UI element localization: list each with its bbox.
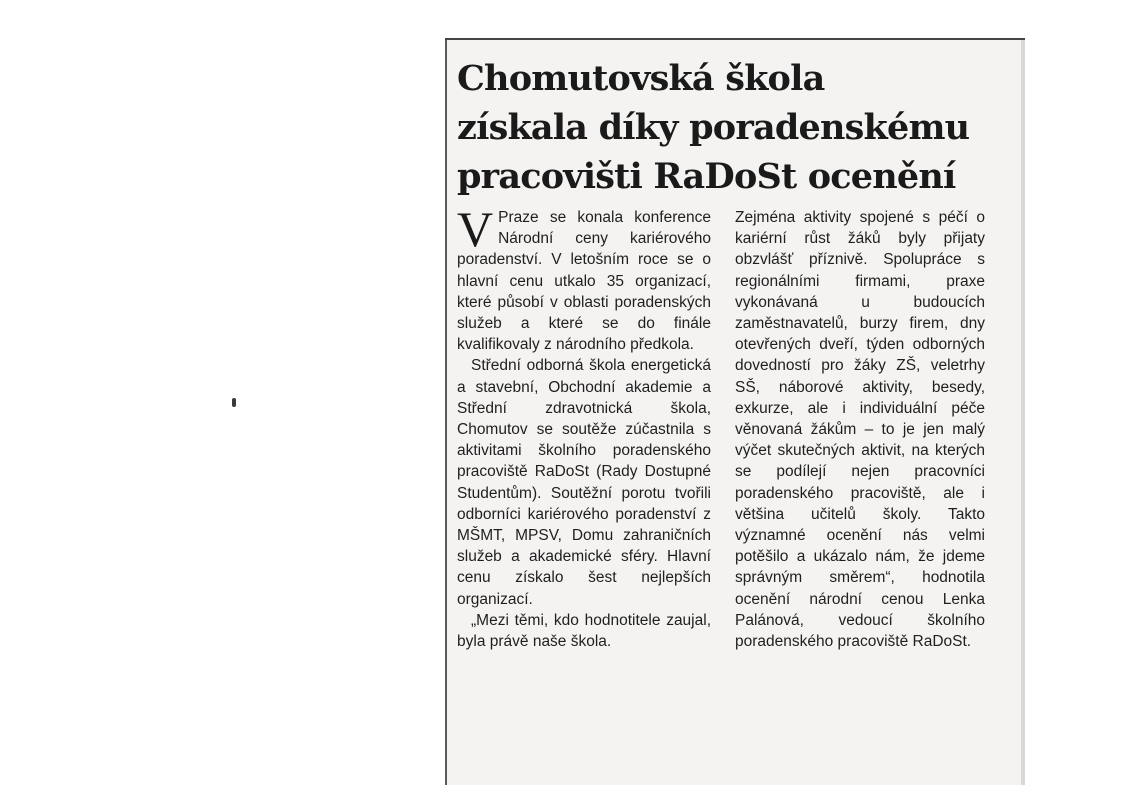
clipping-left-edge: [445, 40, 447, 785]
headline-line: získala díky poradenskému: [457, 107, 970, 148]
paragraph-text: Praze se konala konference Národní ceny kariérového poradenství. V letošním roce se o hlavní cenu utkalo 35 organizací, které působí v oblasti poradenských služeb a které se do finále kvalifikovaly z národního předkola.: [457, 209, 711, 354]
article-column-right: [735, 207, 985, 652]
newspaper-clipping: [445, 38, 1025, 785]
clipping-right-edge: [1021, 40, 1025, 785]
article-paragraph: Zejména aktivity spojené s péčí o kariérní růst žáků byly přijaty obzvlášť příznivě. Spolupráce s regionálními firmami, praxe vykonávaná u budoucích zaměstnavatelů, burzy firem, dny otevřených dveří, týden odborných dovedností pro žáky ZŠ, veletrhy SŠ, náborové aktivity, besedy, exkurze, ale i individuální péče věnovaná žákům – to je jen malý výčet skutečných aktivit, na kterých se podílejí nejen pracovníci poradenského pracoviště, ale i většina učitelů školy. Takto významné ocenění nás velmi potěšilo a ukázalo nám, že jdeme správným směrem“, hodnotila ocenění národní cenou Lenka Palánová, vedoucí školního poradenského pracoviště RaDoSt.: [735, 209, 985, 651]
article-column-left: [457, 201, 711, 652]
article-paragraph: „Mezi těmi, kdo hodnotitele zaujal, byla právě naše škola.: [457, 611, 711, 651]
headline-line: pracovišti RaDoSt ocenění: [457, 156, 956, 197]
headline-line: Chomutovská škola: [457, 58, 825, 99]
article-headline: [457, 54, 1017, 201]
drop-cap: V: [457, 201, 494, 257]
article-paragraph: Střední odborná škola energetická a stavební, Obchodní akademie a Střední zdravotnická škola, Chomutov se soutěže zúčastnila s aktivitami školního poradenského pracoviště RaDoSt (Rady Dostupné Studentům). Soutěžní porotu tvořili odborníci kariérového poradenství z MŠMT, MPSV, Domu zahraničních služeb a akademické sféry. Hlavní cenu získalo šest nejlepších organizací.: [457, 357, 711, 608]
article-paragraph: [457, 201, 711, 355]
scan-speck: [232, 398, 236, 407]
